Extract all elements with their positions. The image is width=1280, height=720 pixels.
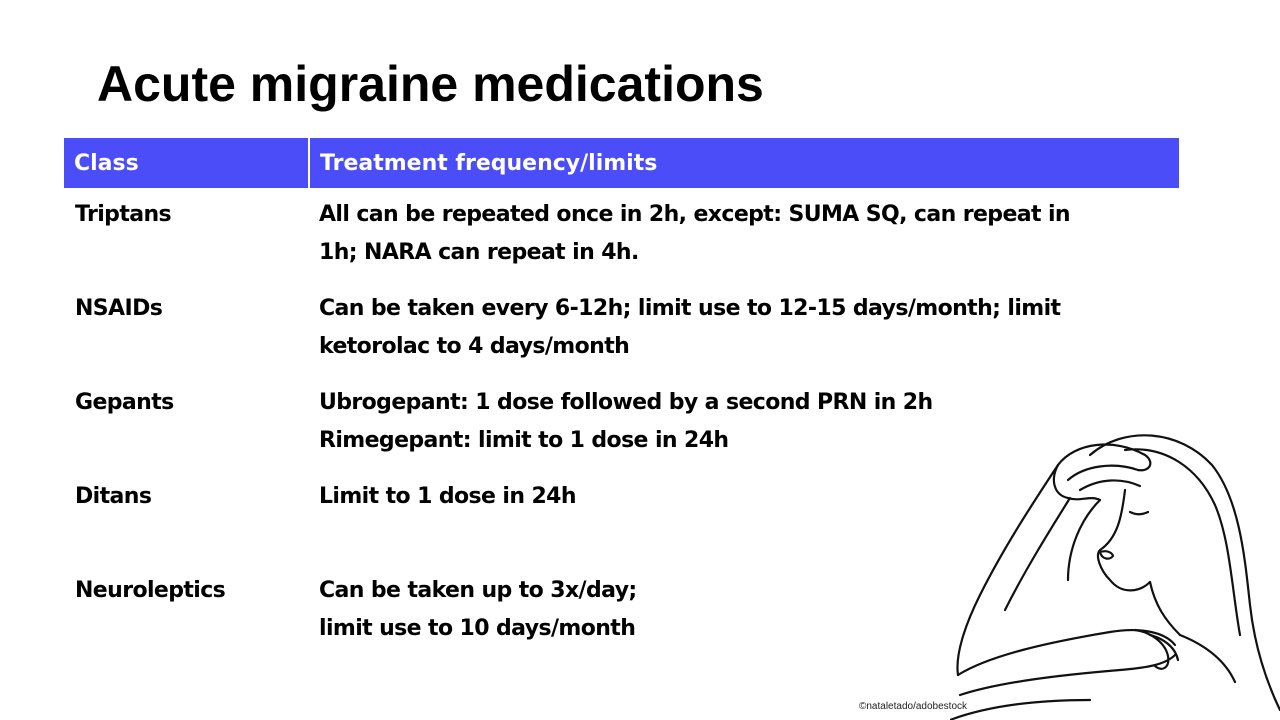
header-treatment: Treatment frequency/limits [309,138,1179,188]
treatment-line: Limit to 1 dose in 24h [319,484,576,509]
row-class: NSAIDs [75,296,163,321]
treatment-line: All can be repeated once in 2h, except: SUMA SQ, can repeat in [319,202,1070,227]
row-class: Ditans [75,484,152,509]
image-credit: ©nataletado/adobestock [859,701,968,712]
treatment-line: Rimegepant: limit to 1 dose in 24h [319,428,729,453]
treatment-line: Can be taken up to 3x/day; [319,578,637,603]
treatment-line: Can be taken every 6-12h; limit use to 12-15 days/month; limit [319,296,1061,321]
table-header-row [64,138,1179,188]
table-row [64,188,1179,282]
row-treatment [309,188,1179,282]
treatment-line: ketorolac to 4 days/month [319,334,630,359]
row-class: Triptans [75,202,172,227]
header-class: Class [64,138,309,188]
row-class: Gepants [75,390,174,415]
slide-title: Acute migraine medications [97,56,764,112]
woman-holding-head-illustration [950,420,1280,720]
treatment-line: Ubrogepant: 1 dose followed by a second PRN in 2h [319,390,933,415]
treatment-line: 1h; NARA can repeat in 4h. [319,240,639,265]
table-row [64,282,1179,376]
row-class: Neuroleptics [75,578,226,603]
row-treatment [309,282,1179,376]
treatment-line: limit use to 10 days/month [319,616,636,641]
